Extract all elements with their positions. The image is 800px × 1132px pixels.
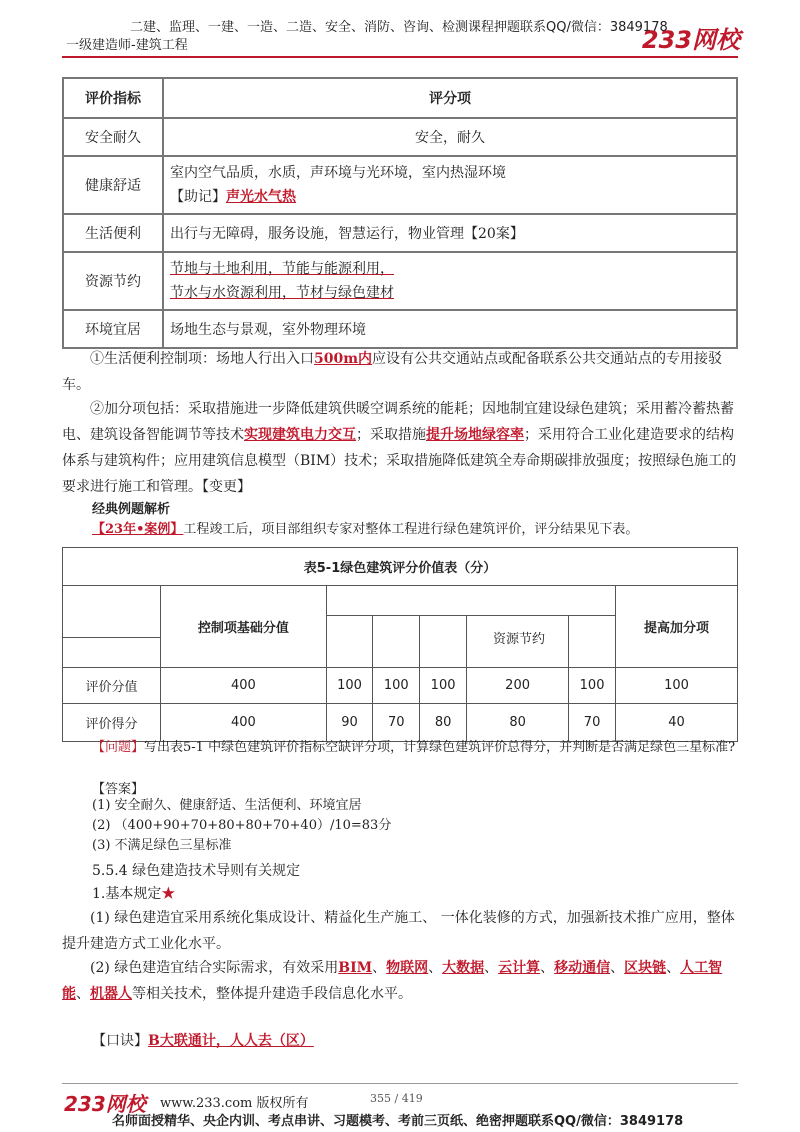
header-ad-text: 二建、监理、一建、一造、二造、安全、消防、咨询、检测课程押题联系QQ/微信：3849178 — [130, 20, 668, 35]
tech-item: BIM — [338, 960, 373, 976]
cell-value: 100 — [569, 668, 616, 704]
blank-cell — [326, 586, 615, 616]
col-header-bonus: 提高加分项 — [615, 586, 737, 668]
question-tag: 【问题】 — [92, 740, 145, 755]
highlight: 500m内 — [314, 351, 373, 367]
blank-cell — [63, 586, 161, 638]
cell-value: 200 — [466, 668, 568, 704]
col-header-resource: 资源节约 — [492, 632, 545, 647]
brand-logo[interactable]: 233网校 — [641, 26, 740, 54]
green-building-score-table — [62, 547, 738, 742]
section-subtitle — [92, 883, 175, 903]
row-label: 生活便利 — [63, 214, 163, 252]
mnemonic — [92, 1030, 314, 1050]
cell-value: 40 — [615, 704, 737, 742]
answer-list — [92, 796, 391, 856]
col-header-index: 评价指标 — [63, 78, 163, 118]
example-heading: 经典例题解析 — [92, 502, 171, 517]
blank-cell — [569, 616, 616, 668]
question — [92, 738, 740, 758]
answer-item: (2) （400+90+70+80+80+70+40）/10=83分 — [92, 818, 392, 833]
star-icon: ★ — [161, 886, 176, 902]
row-label: 评价分值 — [63, 668, 161, 704]
example-text: 工程竣工后，项目部组织专家对整体工程进行绿色建筑评价，评分结果见下表。 — [183, 522, 639, 537]
row-content-line: 室内空气品质，水质，声环境与光环境，室内热湿环境 — [170, 165, 506, 181]
blank-cell — [326, 616, 373, 668]
paragraph-bonus-items — [62, 396, 742, 500]
row-label: 资源节约 — [63, 252, 163, 310]
row-content: 安全，耐久 — [163, 118, 737, 156]
footer-ad-text: 名师面授精华、央企内训、考点串讲、习题模考、考前三页纸、绝密押题联系QQ/微信：3849178 — [112, 1114, 684, 1129]
answer-item: (3) 不满足绿色三星标准 — [92, 838, 232, 853]
tech-item: 物联网 — [386, 960, 429, 976]
mnemonic-line — [170, 185, 730, 209]
cell-value: 400 — [161, 668, 327, 704]
subtitle-text: 1.基本规定 — [92, 886, 162, 902]
mnemonic-highlight: 声光水气热 — [226, 189, 296, 205]
cell-value: 100 — [373, 668, 420, 704]
col-header-score-item: 评分项 — [163, 78, 737, 118]
tech-item: 移动通信 — [554, 960, 611, 976]
row-content-line: 节地与土地利用，节能与能源利用， — [170, 261, 394, 277]
footer-logo[interactable]: 233网校 — [64, 1092, 146, 1116]
table-title: 表5-1绿色建筑评分价值表（分） — [63, 548, 738, 586]
example-intro — [92, 518, 740, 537]
blank-cell — [63, 638, 161, 668]
paragraph-basic-1 — [62, 905, 742, 957]
highlight: 提升场地绿容率 — [426, 427, 524, 443]
mnemonic-prefix: 【助记】 — [170, 189, 226, 205]
tech-item: 云计算 — [498, 960, 541, 976]
blank-cell — [420, 616, 467, 668]
row-label: 健康舒适 — [63, 156, 163, 214]
document-subtitle: 一级建造师-建筑工程 — [66, 38, 188, 53]
text: ；采用符合工业化建造要求的结构体系与建筑构件；应用建筑信息模型（BIM）技术；采取措施降低建筑全寿命期碳排放强度；按照绿色施工的要求进行施工和管理。【变更】 — [62, 427, 737, 495]
evaluation-index-table — [62, 77, 738, 349]
text: (1) 绿色建造宜采用系统化集成设计、精益化生产施工、 一体化装修的方式，加强新技术推广应用，整体提升建造方式工业化水平。 — [62, 910, 735, 952]
cell-value: 80 — [420, 704, 467, 742]
row-content — [163, 156, 737, 214]
text: (2) 绿色建造宜结合实际需求，有效采用 — [90, 960, 339, 976]
row-content-line: 节水与水资源利用，节材与绿色建材 — [170, 285, 394, 301]
highlight: 实现建筑电力交互 — [244, 427, 356, 443]
text: ②加分项包括：采取措施进一步降低建筑供暖空调系统的能耗；因地制宜建设绿色建筑；采用蓄冷蓄热蓄电、建筑设备智能调节等技术 — [62, 401, 734, 443]
tech-item: 人工智能 — [62, 960, 723, 1002]
paragraph-basic-2: (2) 绿色建造宜结合实际需求，有效采用BIM、物联网、大数据、云计算、移动通信、区块链、人工智能、机器人等相关技术，整体提升建造手段信息化水平。 — [62, 960, 723, 1002]
footer-divider — [62, 1083, 738, 1084]
row-label: 环境宜居 — [63, 310, 163, 348]
tech-item: 区块链 — [624, 960, 667, 976]
example-tag: 【23年•案例】 — [92, 522, 184, 537]
cell-value: 400 — [161, 704, 327, 742]
mnemonic-label: 【口诀】 — [92, 1033, 148, 1049]
paragraph-convenience — [62, 346, 742, 398]
tech-item: 大数据 — [442, 960, 485, 976]
cell-value: 70 — [569, 704, 616, 742]
blank-cell — [373, 616, 420, 668]
section-title: 5.5.4 绿色建造技术导则有关规定 — [92, 863, 301, 879]
cell-value: 100 — [615, 668, 737, 704]
row-content: 场地生态与景观，室外物理环境 — [163, 310, 737, 348]
row-label: 评价得分 — [63, 704, 161, 742]
answer-item: (1) 安全耐久、健康舒适、生活便利、环境宜居 — [92, 798, 362, 813]
row-content — [163, 252, 737, 310]
question-text: 写出表5-1 中绿色建筑评价指标空缺评分项，计算绿色建筑评价总得分，并判断是否满足绿色三星标准? — [144, 740, 736, 755]
text: 应设有公共交通站点或配备联系公共交通站点的专用接驳车。 — [62, 351, 723, 393]
row-label: 安全耐久 — [63, 118, 163, 156]
cell-value: 80 — [466, 704, 568, 742]
text: ；采取措施 — [356, 427, 426, 443]
header-divider — [62, 56, 738, 58]
row-content: 出行与无障碍，服务设施，智慧运行，物业管理【20案】 — [163, 214, 737, 252]
cell-value: 100 — [326, 668, 373, 704]
answer-label: 【答案】 — [92, 782, 145, 797]
cell-value: 100 — [420, 668, 467, 704]
page-number: 355 / 419 — [370, 1092, 423, 1105]
cell-value: 70 — [373, 704, 420, 742]
mnemonic-text: B大联通计，人人去（区） — [148, 1033, 314, 1049]
text: 等相关技术，整体提升建造手段信息化水平。 — [132, 986, 412, 1002]
cell-value: 90 — [326, 704, 373, 742]
footer-copyright[interactable]: www.233.com 版权所有 — [160, 1096, 309, 1111]
tech-item: 机器人 — [90, 986, 132, 1002]
text: ①生活便利控制项：场地人行出入口 — [90, 351, 314, 367]
col-header-control: 控制项基础分值 — [161, 586, 327, 668]
